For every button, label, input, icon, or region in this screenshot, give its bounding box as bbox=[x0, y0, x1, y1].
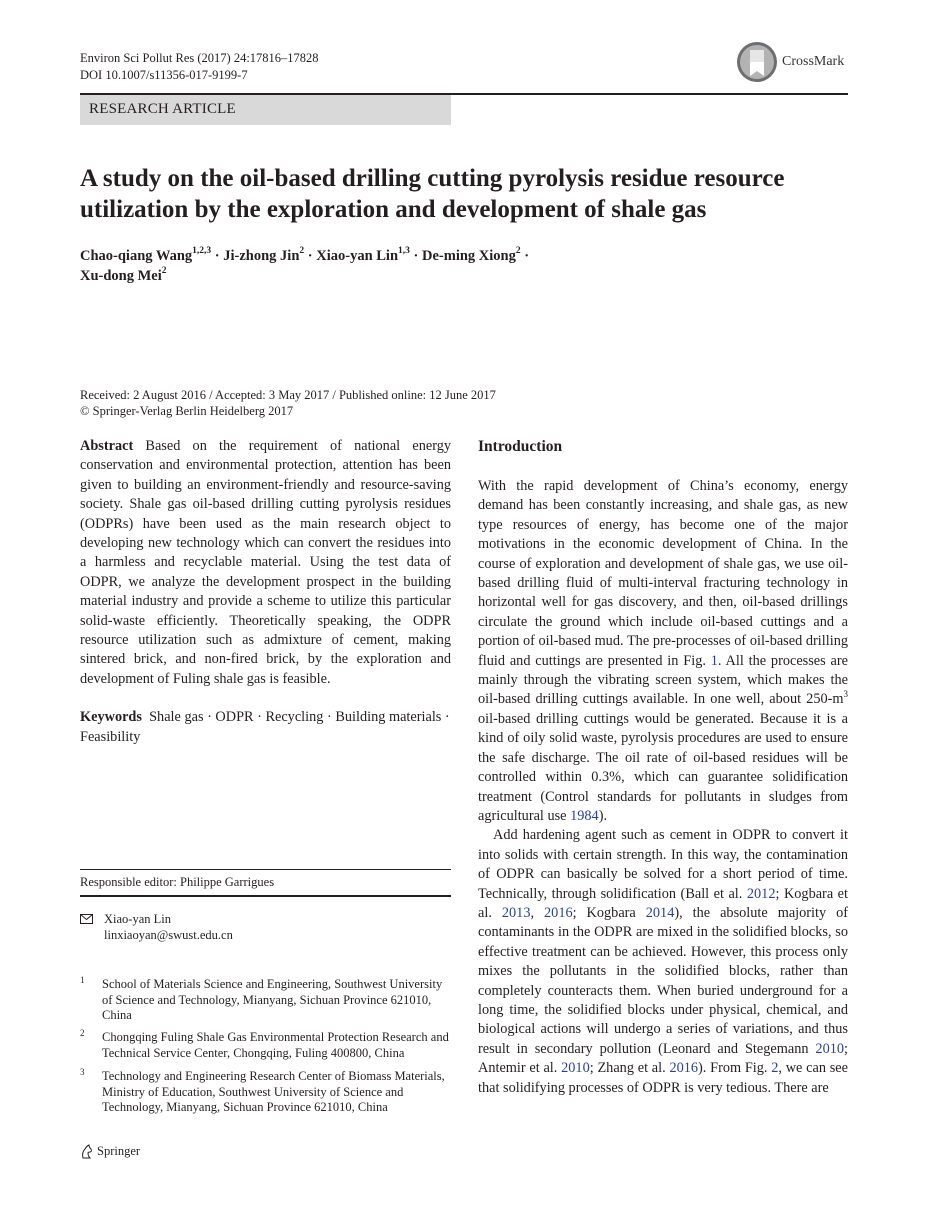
keywords-text: Shale gas · ODPR · Recycling · Building materials · Feasibility bbox=[80, 709, 450, 745]
responsible-editor: Responsible editor: Philippe Garrigues bbox=[80, 875, 275, 889]
keywords bbox=[80, 708, 451, 747]
article-type-banner: RESEARCH ARTICLE bbox=[80, 95, 451, 125]
citation-link[interactable]: 1 bbox=[710, 652, 718, 669]
text-run: With the rapid development of China’s economy, energy demand has been constantly increasing, and shale gas, as new type resources of energy, has become one of the major motivations in the economic development of China. In the course of exploration and development of shale gas, we use oil-based drilling fluid of multi-interval fracturing technology in horizontal well for gas discovery, and then, oil-based drillings circulate the ground which include oil-based cuttings and a portion of oil-based mud. The pre-processes of oil-based drilling fluid and cuttings are presented in Fig. bbox=[478, 478, 848, 669]
author-name[interactable]: De-ming Xiong bbox=[422, 248, 516, 264]
citation-link[interactable]: 2010 bbox=[815, 1040, 845, 1057]
crossmark-icon bbox=[735, 40, 779, 84]
affiliation-number: 1 bbox=[80, 975, 85, 985]
text-run: ; Antemir et al. bbox=[478, 1040, 848, 1077]
text-run: ), the absolute majority of contaminants in the ODPR are mixed in the solidified blocks, so effective treatment can be achieved. However, this process only mixes the pollutants in the solidified blocks, rather than completely counteracts them. When buried underground for a long time, the solidified blocks under physical, chemical, and biological actions will undergo a series of variations, and thus result in secondary pollution (Leonard and Stegemann bbox=[478, 904, 849, 1057]
citation-link[interactable]: 2013 bbox=[501, 904, 531, 921]
abstract-text: Based on the requirement of national energy conservation and environmental protection, attention has been given to building an environment-friendly and resource-saving society. Shale gas oil-based drilling cutting pyrolysis residues (ODPRs) have been used as the main research object to developing new technology which can convert the residues into a harmless and recyclable material. Using the test data of ODPR, we analyze the development prospect in the building material industry and provide a scheme to utilize this particular solid-waste efficiently. Theoretically speaking, the ODPR resource utilization such as admixture of cement, making sintered brick, and non-fired brick, by the exploration and development of Fuling shale gas is feasible. bbox=[80, 438, 451, 687]
introduction-heading: Introduction bbox=[478, 438, 563, 455]
citation-link[interactable]: 2016 bbox=[544, 904, 573, 921]
left-column bbox=[80, 437, 451, 747]
footnote-rule-2 bbox=[80, 895, 451, 897]
journal-citation: Environ Sci Pollut Res (2017) 24:17816–17828 bbox=[80, 51, 319, 65]
citation-link[interactable]: 2010 bbox=[561, 1060, 590, 1077]
publisher-footer bbox=[80, 1144, 140, 1159]
affiliation-number: 3 bbox=[80, 1067, 85, 1077]
envelope-icon bbox=[80, 914, 93, 924]
doi[interactable]: DOI 10.1007/s11356-017-9199-7 bbox=[80, 68, 248, 82]
citation-link[interactable]: 1984 bbox=[570, 807, 599, 824]
right-column bbox=[478, 437, 848, 1098]
copyright-line: © Springer-Verlag Berlin Heidelberg 2017 bbox=[80, 404, 294, 418]
author-affiliation-mark: 2 bbox=[299, 246, 305, 257]
text-run: , we can see that solidifying processes of ODPR is very tedious. There are bbox=[478, 1060, 849, 1096]
journal-info bbox=[80, 50, 319, 84]
affiliation-number: 2 bbox=[80, 1028, 85, 1038]
paper-title: A study on the oil-based drilling cutting pyrolysis residue resource utilization by the exploration and development of shale gas bbox=[80, 165, 785, 223]
affiliation-text: Chongqing Fuling Shale Gas Environmental Protection Research and Technical Service Center, Chongqing, Fuling 400800, China bbox=[102, 1030, 449, 1060]
author-affiliation-mark: 2 bbox=[161, 266, 167, 277]
crossmark-label: CrossMark bbox=[782, 54, 845, 69]
author-affiliation-mark: 2 bbox=[515, 246, 521, 257]
author-name[interactable]: Chao-qiang Wang bbox=[80, 248, 193, 264]
springer-horse-icon bbox=[80, 1144, 93, 1159]
text-run: . All the processes are mainly through the vibrating screen system, which makes the oil-based drilling cuttings available. In one well, about 250-m bbox=[478, 652, 848, 708]
footnote-rule bbox=[80, 869, 451, 870]
citation-link[interactable]: 2014 bbox=[645, 904, 675, 921]
author-name[interactable]: Xu-dong Mei bbox=[80, 268, 162, 284]
text-run: ; Kogbara et al. bbox=[478, 885, 848, 921]
contact-email[interactable]: linxiaoyan@swust.edu.cn bbox=[104, 928, 233, 942]
text-run: , bbox=[530, 904, 545, 921]
keywords-heading: Keywords bbox=[80, 709, 142, 726]
superscript: 3 bbox=[843, 689, 848, 700]
text-run: ; Zhang et al. bbox=[589, 1060, 670, 1077]
affiliation-text: Technology and Engineering Research Center of Biomass Materials, Ministry of Education, Southwest University of Science and Technology, Mianyang, Sichuan Province 621010, China bbox=[102, 1069, 445, 1114]
text-run: oil-based drilling cuttings would be generated. Because it is a kind of oily solid waste, pyrolysis procedures are used to ensure the safe discharge. The oil rate of oil-based residues will be controlled within 0.3%, which can guarantee solidification treatment (Control standards for pollutants in sludges from agricultural use bbox=[478, 710, 848, 824]
citation-link[interactable]: 2 bbox=[771, 1060, 779, 1077]
text-run: Add hardening agent such as cement in ODPR to convert it into solids with certain strength. In this way, the contamination of ODPR can basically be solved for a short period of time. Technically, through solidification (Ball et al. bbox=[478, 827, 848, 902]
author-affiliation-mark: 1,3 bbox=[398, 246, 410, 257]
author-list: Chao-qiang Wang$^{1,2,3}$ · Ji-zhong Jin$^2$ · Xiao-yan Lin$^{1,3}$ · De-ming Xiong$^2$ · Xu-dong Mei$^2$ bbox=[80, 246, 530, 284]
affiliation-text: School of Materials Science and Engineering, Southwest University of Science and Technology, Mianyang, Sichuan Province 621010, China bbox=[102, 977, 443, 1022]
contact-name: Xiao-yan Lin bbox=[104, 912, 171, 926]
text-run: ; Kogbara bbox=[572, 904, 646, 921]
citation-link[interactable]: 2012 bbox=[746, 885, 776, 902]
text-run: ). bbox=[598, 807, 608, 824]
dates-line: Received: 2 August 2016 / Accepted: 3 May 2017 / Published online: 12 June 2017 bbox=[80, 388, 496, 402]
citation-link[interactable]: 2016 bbox=[669, 1060, 699, 1077]
author-name[interactable]: Xiao-yan Lin bbox=[316, 248, 399, 264]
introduction-paragraph-1 bbox=[478, 477, 848, 826]
abstract-heading: Abstract bbox=[80, 438, 134, 454]
abstract bbox=[80, 437, 451, 689]
author-name[interactable]: Ji-zhong Jin bbox=[223, 248, 300, 264]
crossmark-badge[interactable] bbox=[735, 40, 844, 84]
author-affiliation-mark: 1,2,3 bbox=[192, 246, 212, 257]
publication-dates bbox=[80, 387, 496, 419]
text-run: ). From Fig. bbox=[698, 1060, 772, 1077]
introduction-paragraph-2 bbox=[478, 826, 848, 1098]
publisher-name: Springer bbox=[97, 1144, 141, 1158]
